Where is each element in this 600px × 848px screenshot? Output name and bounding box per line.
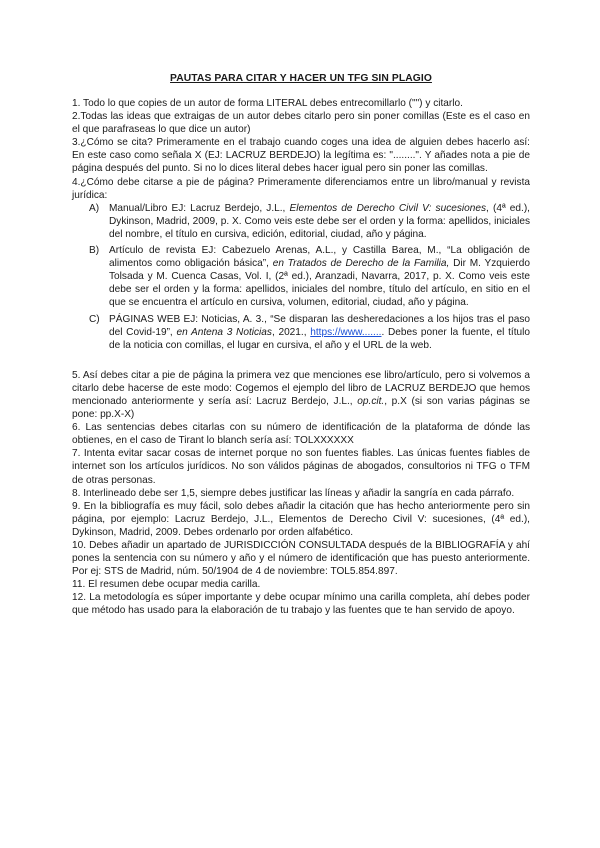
paragraph-5: 5. Así debes citar a pie de página la primera vez que menciones ese libro/artículo, pero si volvemos a citarlo debe hacerse de este modo: Cogemos el ejemplo del libro de LACRUZ BERDEJO que hemos mencionado anteriormente y sería así: Lacruz Berdejo, J.L., op.cit., p.X (si son varias páginas se pone: pp.X-X) bbox=[72, 369, 530, 421]
paragraph-11: 11. El resumen debe ocupar media carilla. bbox=[72, 579, 261, 591]
paragraph-4: 4.¿Cómo debe citarse a pie de página? Primeramente diferenciamos entre un libro/manual y revista jurídica: bbox=[72, 176, 530, 201]
list-item-c: C) PÁGINAS WEB EJ: Noticias, A. 3., “Se disparan las desheredaciones a los hijos tras el paso del Covid-19”, en Antena 3 Noticias, 2021., https://www........ Debes poner la fuente, el título de la noticia con comillas, el lugar en cursiva, el año y el URL de la web. bbox=[89, 313, 530, 351]
document-title: PAUTAS PARA CITAR Y HACER UN TFG SIN PLAGIO bbox=[170, 73, 432, 84]
web-link[interactable]: https://www....... bbox=[310, 326, 382, 338]
paragraph-12: 12. La metodología es súper importante y debe ocupar mínimo una carilla completa, ahí debes poder que método has usado para la elaboración de tu trabajo y las fuentes que te han servido de apoyo. bbox=[72, 592, 530, 617]
citation-examples-list bbox=[72, 202, 530, 352]
list-marker: C) bbox=[89, 313, 100, 325]
list-marker: A) bbox=[89, 202, 100, 214]
list-marker: B) bbox=[89, 245, 100, 257]
paragraph-3: 3.¿Cómo se cita? Primeramente en el trabajo cuando coges una idea de alguien debes hacerlo así: En este caso como señala X (EJ: LACRUZ BERDEJO) la legítima es: "........". Y añades nota a pie de página después del punto. Si no lo dices literal debes hacer igual pero sin poner las comillas. bbox=[72, 137, 530, 175]
paragraph-10: 10. Debes añadir un apartado de JURISDICCIÓN CONSULTADA después de la BIBLIOGRAFÍA y ahí pones la sentencia con su número y año y el número de identificación que has puesto anteriormente. Por ej: STS de Madrid, núm. 50/1904 de 4 de noviembre: TOL5.854.897. bbox=[72, 540, 530, 578]
paragraph-8: 8. Interlineado debe ser 1,5, siempre debes justificar las líneas y añadir la sangría en cada párrafo. bbox=[72, 487, 515, 499]
paragraph-7: 7. Intenta evitar sacar cosas de internet porque no son fuentes fiables. Las únicas fuentes fiables de internet son los artículos jurídicos. No son válidos páginas de abogados, consultorios ni TFG o TFM de otras personas. bbox=[72, 448, 530, 486]
list-item-a: A) Manual/Libro EJ: Lacruz Berdejo, J.L., Elementos de Derecho Civil V: sucesiones, (4ª ed.), Dykinson, Madrid, 2009, p. X. Como veis este debe ser el orden y la forma: apellidos, iniciales del nombre, el título en cursiva, edición, editorial, ciudad, año y página. bbox=[89, 202, 530, 240]
paragraph-6: 6. Las sentencias debes citarlas con su número de identificación de la plataforma de dónde las obtienes, en el caso de Tirant lo blanch sería así: TOLXXXXXX bbox=[72, 422, 530, 447]
paragraph-9: 9. En la bibliografía es muy fácil, solo debes añadir la citación que has hecho anteriormente pero sin página, por ejemplo: Lacruz Berdejo, J.L., Elementos de Derecho Civil V: sucesiones, (4ª ed.), Dykinson, Madrid, 2009. Debes ordenarlo por orden alfabético. bbox=[72, 500, 530, 538]
paragraph-1: 1. Todo lo que copies de un autor de forma LITERAL debes entrecomillarlo ("") y citarlo. bbox=[72, 98, 463, 109]
paragraph-2: 2.Todas las ideas que extraigas de un autor debes citarlo pero sin poner comillas (Este es el caso en el que parafraseas lo que dice un autor) bbox=[72, 111, 530, 136]
list-item-b: B) Artículo de revista EJ: Cabezuelo Arenas, A.L., y Castilla Barea, M., “La obligación de alimentos como obligación básica”, en Tratados de Derecho de la Familia, Dir M. Yzquierdo Tolsada y M. Cuenca Casas, Vol. I, (2ª ed.), Aranzadi, Navarra, 2017, p. X. Como veis este debe ser el orden y la forma: apellidos, iniciales del nombre, título del artículo, en sitio en el que se encuentra el artículo en cursiva, volumen, editorial, ciudad, año y página. bbox=[89, 245, 530, 309]
